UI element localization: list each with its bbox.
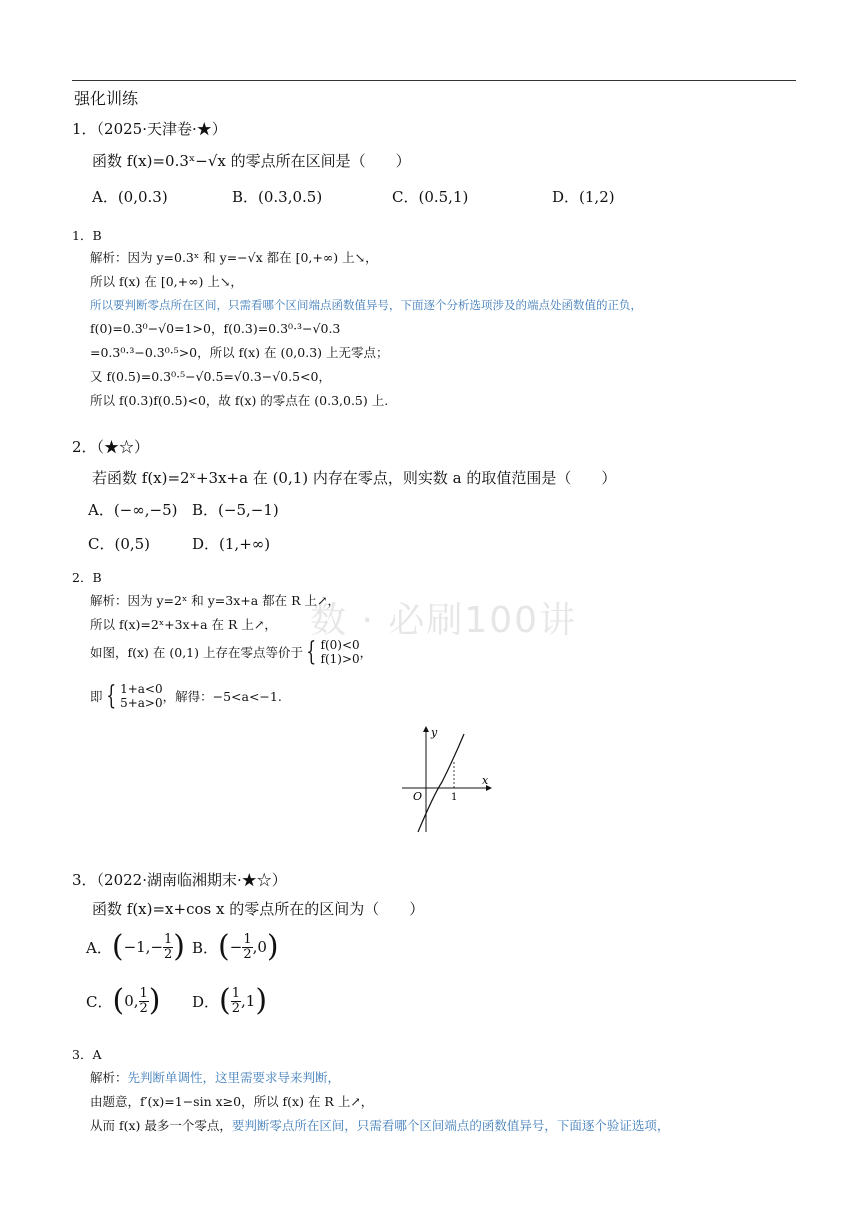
a3-line1-pre: 解析： [90, 1070, 128, 1085]
q3-stem: 函数 f(x)=x+cos x 的零点所在的区间为（ ） [92, 900, 425, 918]
a2-line4-post: ，解得：−5<a<−1. [162, 689, 282, 704]
q2-option-c: C．(0,5) [88, 535, 151, 553]
fraction [139, 987, 149, 1016]
denominator: 2 [139, 1000, 148, 1016]
a1-line: 又 f(0.5)=0.3⁰·⁵−√0.5=√0.3−√0.5<0， [90, 369, 331, 384]
q2-option-a: A．(−∞,−5) [88, 501, 178, 519]
option-text: −1,− [123, 938, 164, 956]
top-rule [72, 80, 796, 81]
a1-note: 所以要判断零点所在区间，只需看哪个区间端点函数值异号，下面逐个分析选项涉及的端点处函数值的正负， [90, 298, 642, 312]
a3-line3-pre: 从而 f(x) 最多一个零点， [90, 1118, 232, 1133]
a3-line1-note: 先判断单调性，这里需要求导来判断， [127, 1070, 341, 1085]
q3-option-c [86, 983, 161, 1018]
paren: ( [219, 983, 231, 1018]
a3-line2: 由题意，f′(x)=1−sin x≥0，所以 f(x) 在 R 上↗， [90, 1094, 374, 1109]
a1-line: 所以 f(0.3)f(0.5)<0，故 f(x) 的零点在 (0.3,0.5) 上. [90, 393, 389, 408]
denominator: 2 [243, 946, 252, 962]
a3-line3-note: 要判断零点所在区间，只需看哪个区间端点的函数值异号，下面逐个验证选项， [231, 1118, 670, 1133]
denominator: 2 [231, 1000, 241, 1016]
denominator: 2 [164, 946, 173, 962]
q3-option-a [86, 929, 186, 964]
q3-option-b [192, 929, 279, 964]
q1-option-c: C．(0.5,1) [392, 188, 469, 206]
a2-line3-text: 如图，f(x) 在 (0,1) 上存在零点等价于 [90, 645, 303, 660]
paren: ) [266, 929, 279, 964]
a2-line3 [90, 638, 372, 666]
numerator: 1 [139, 985, 148, 1001]
fraction [242, 933, 252, 962]
numerator: 1 [231, 985, 241, 1001]
q1-option-d: D．(1,2) [552, 188, 615, 206]
q1-title: 1．（2025·天津卷·★） [72, 120, 227, 138]
a2-line4 [90, 682, 282, 710]
a1-line: f(0)=0.3⁰−√0=1>0，f(0.3)=0.3⁰·³−√0.3 [90, 321, 341, 336]
a1-line: 解析：因为 y=0.3ˣ 和 y=−√x 都在 [0,+∞) 上↘， [90, 250, 378, 265]
option-text: ,0 [252, 938, 267, 956]
q1-option-a: A．(0,0.3) [92, 188, 168, 206]
numerator: 1 [243, 931, 252, 947]
option-label: C． [86, 992, 113, 1011]
tick-label: 1 [451, 792, 458, 803]
q3-title: 3．（2022·湖南临湘期末·★☆） [72, 871, 287, 889]
q2-stem: 若函数 f(x)=2ˣ+3x+a 在 (0,1) 内存在零点，则实数 a 的取值范围是（ ） [92, 469, 617, 487]
numerator: 1 [164, 931, 173, 947]
q1-option-b: B．(0.3,0.5) [232, 188, 323, 206]
option-text: 0, [124, 992, 139, 1010]
a1-line: 所以 f(x) 在 [0,+∞) 上↘， [90, 274, 243, 289]
fraction [163, 933, 173, 962]
x-label: x [482, 774, 489, 787]
q2-title: 2．（★☆） [72, 438, 150, 456]
q1-stem: 函数 f(x)=0.3ˣ−√x 的零点所在区间是（ ） [92, 152, 411, 170]
brace: { [306, 637, 317, 667]
y-label: y [431, 726, 438, 739]
fraction [231, 987, 241, 1016]
a2-system-1 [303, 638, 360, 666]
paren: ( [112, 983, 125, 1018]
system-row: 5+a>0 [120, 696, 163, 710]
option-label: D． [192, 992, 220, 1011]
a1-line: =0.3⁰·³−0.3⁰·⁵>0，所以 f(x) 在 (0,0.3) 上无零点； [90, 345, 389, 360]
system-row: f(0)<0 [320, 638, 360, 652]
a2-system-2 [103, 682, 163, 710]
section-heading: 强化训练 [74, 89, 139, 108]
a2-line: 解析：因为 y=2ˣ 和 y=3x+a 都在 R 上↗， [90, 593, 340, 608]
option-text: − [229, 938, 243, 956]
a2-line4-pre: 即 [90, 689, 103, 704]
a2-label: 2．B [72, 570, 102, 585]
system-row: 1+a<0 [120, 682, 163, 696]
system-row: f(1)>0 [320, 652, 360, 666]
option-label: B． [192, 938, 219, 957]
a3-line3 [90, 1120, 669, 1133]
a3-line1 [90, 1072, 340, 1085]
a3-label: 3．A [72, 1047, 102, 1062]
a1-label: 1．B [72, 228, 102, 243]
q2-option-b: B．(−5,−1) [192, 501, 279, 519]
paren: ) [255, 983, 268, 1018]
watermark: 数 · 必刷100讲 [310, 600, 578, 641]
a2-line: 所以 f(x)=2ˣ+3x+a 在 R 上↗， [90, 617, 277, 632]
option-text: ,1 [241, 992, 256, 1010]
paren: ) [173, 929, 186, 964]
brace: { [105, 681, 116, 711]
function-graph [398, 724, 494, 836]
punct: ， [359, 645, 373, 660]
option-label: A． [86, 938, 112, 957]
paren: ( [111, 929, 124, 964]
q3-option-d [192, 983, 268, 1018]
origin-label: O [413, 790, 423, 803]
q2-option-d: D．(1,+∞) [192, 535, 271, 553]
paren: ) [148, 983, 161, 1018]
y-axis-arrow [423, 726, 429, 732]
curve [418, 734, 464, 832]
paren: ( [218, 929, 230, 964]
